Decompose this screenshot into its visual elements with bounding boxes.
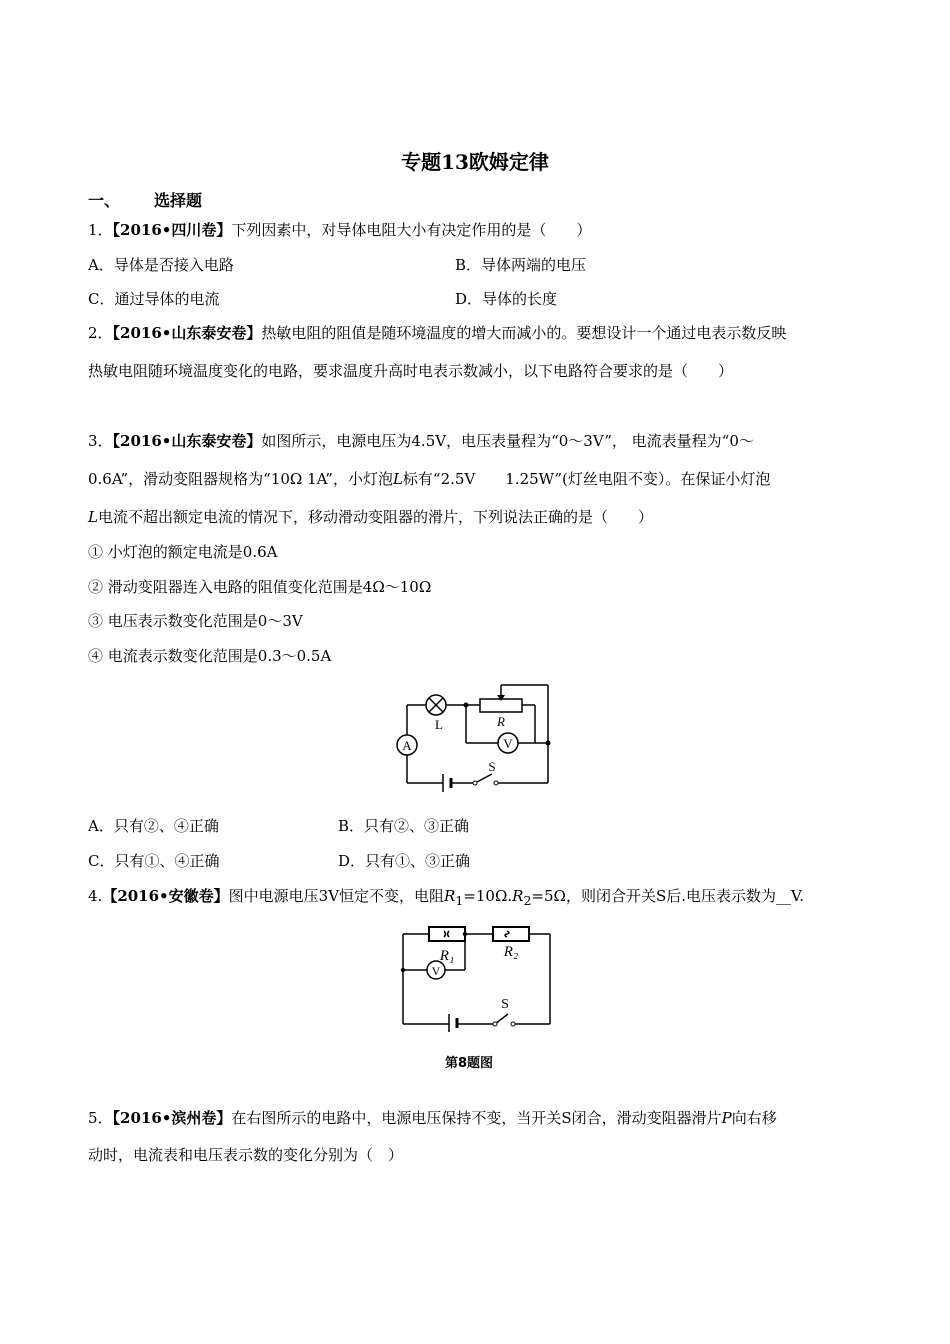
source-tag: 【2016•安徽卷】 [102,887,229,905]
text-segment: =10Ω. [463,887,513,905]
section-label: 选择题 [154,191,203,210]
variable-r1: R [444,887,456,905]
section-number: 一、 [88,191,121,210]
question-3-line-1 [88,430,754,452]
q1-option-a: A．导体是否接入电路 [88,256,234,274]
statement-4: ④ 电流表示数变化范围是0.3～0.5A [88,647,332,665]
slider-arrow-icon [497,695,505,701]
q4-circuit-diagram [395,922,560,1032]
question-5-line-1 [88,1107,777,1129]
r1-label: R₁ [439,948,455,964]
text-segment: 0.6A”，滑动变阻器规格为“10Ω 1A”，小灯泡 [88,470,393,488]
switch-label: S [501,997,509,1012]
q1-option-d: D．导体的长度 [455,290,558,308]
question-1-stem [88,219,591,241]
q3-option-d: D．只有①、③正确 [338,852,471,870]
text-segment: 向右移 [731,1109,777,1127]
question-2-line-1 [88,322,786,344]
text-segment: 图中电源电压3V恒定不变，电阻 [228,887,445,905]
q3-option-a: A．只有②、④正确 [88,817,219,835]
question-number: 1． [88,221,113,239]
q1-option-b: B．导体两端的电压 [455,256,587,274]
statement-2: ② 滑动变阻器连入电路的阻值变化范围是4Ω～10Ω [88,578,432,596]
page-title: 专题13欧姆定律 [401,150,549,174]
variable-l: L [88,508,98,526]
question-number: 3． [88,432,113,450]
variable-p: P [721,1109,732,1127]
text-segment: =5Ω，则闭合开关S后.电压表示数为__V. [531,887,804,905]
figure-caption: 第8题图 [445,1056,494,1071]
q3-option-c: C．只有①、④正确 [88,852,220,870]
statement-1: ① 小灯泡的额定电流是0.6A [88,543,278,561]
question-number: 5． [88,1109,113,1127]
switch-label: S [488,759,496,774]
voltmeter-label: V [503,736,513,751]
source-tag: 【2016•山东泰安卷】 [112,432,262,450]
lamp-label: L [435,717,443,732]
ammeter-label: A [402,738,412,753]
subscript: 2 [523,893,532,908]
voltmeter-label: V [431,964,441,978]
question-5-line-2: 动时，电流表和电压表示数的变化分别为（ ） [88,1146,404,1164]
subscript: 1 [455,893,464,908]
question-2-line-2: 热敏电阻随环境温度变化的电路，要求温度升高时电表示数减小，以下电路符合要求的是（ ） [88,362,734,380]
q3-option-b: B．只有②、③正确 [338,817,470,835]
source-tag: 【2016•山东泰安卷】 [112,324,262,342]
statement-3: ③ 电压表示数变化范围是0～3V [88,612,303,630]
variable-l: L [392,470,403,488]
rheostat-label: R [497,714,505,729]
source-tag: 【2016•滨州卷】 [112,1109,232,1127]
text-segment: 电流不超出额定电流的情况下，移动滑动变阻器的滑片，下列说法正确的是（ ） [97,508,653,526]
question-text: 如图所示，电源电压为4.5V，电压表量程为“0～3V”， 电流表量程为“0～ [261,432,754,450]
question-number: 4. [88,887,103,905]
q1-option-c: C．通过导体的电流 [88,290,220,308]
source-tag: 【2016•四川卷】 [112,221,232,239]
question-3-line-2 [88,468,770,490]
question-text: 热敏电阻的阻值是随环境温度的增大而减小的。要想设计一个通过电表示数反映 [261,324,787,342]
variable-r2: R [512,887,524,905]
question-3-line-3 [88,506,653,528]
text-segment: 在右图所示的电路中，电源电压保持不变，当开关S闭合，滑动变阻器滑片 [231,1109,722,1127]
section-heading [88,188,202,211]
text-segment: 标有“2.5V 1.25W”(灯丝电阻不变）。在保证小灯泡 [402,470,771,488]
question-4-stem [88,885,804,912]
question-text: 下列因素中，对导体电阻大小有决定作用的是（ ） [231,221,592,239]
q3-circuit-diagram [370,675,560,793]
question-number: 2． [88,324,113,342]
r2-label: R₂ [503,944,519,960]
